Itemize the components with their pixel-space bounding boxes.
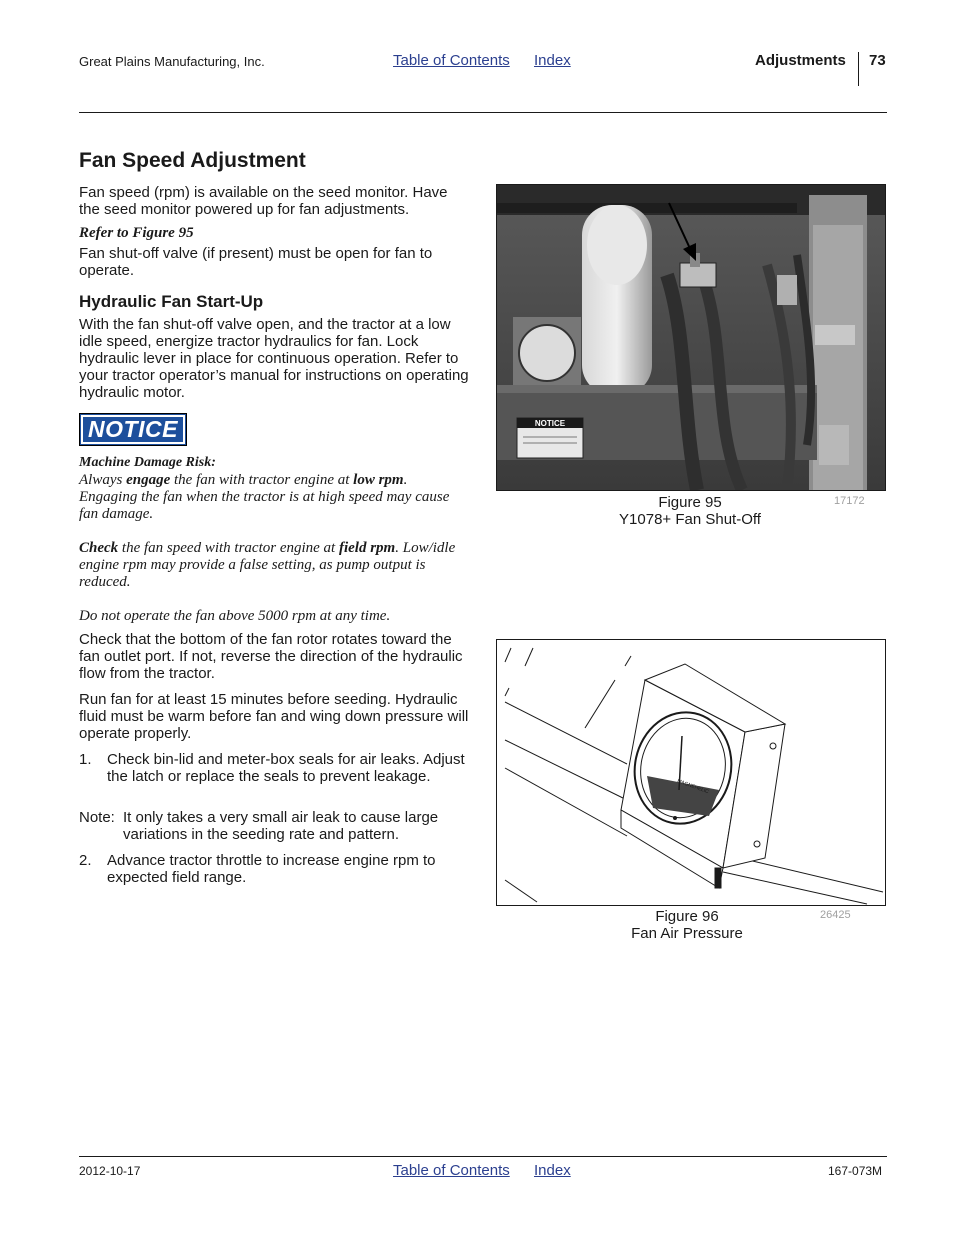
step-1: [79, 751, 469, 785]
notice-text: [79, 454, 469, 625]
page-title: Fan Speed Adjustment: [79, 149, 306, 172]
notice-paragraph-3: Do not operate the fan above 5000 rpm at any time.: [79, 608, 391, 624]
notice-badge: [79, 413, 187, 446]
figure-96-drawing: [496, 639, 886, 906]
footer-date: 2012-10-17: [79, 1164, 141, 1178]
intro-paragraph: Fan speed (rpm) is available on the seed monitor. Have the seed monitor powered up for fan adjustments.: [79, 184, 448, 218]
header-toc-link[interactable]: Table of Contents: [393, 52, 510, 69]
step-1-number: 1.: [79, 751, 92, 768]
figure-95-photo: [496, 184, 886, 491]
rotor-check-paragraph: Check that the bottom of the fan rotor rotates toward the fan outlet port. If not, reverse the direction of the hydraulic flow from the tractor.: [79, 631, 463, 682]
header-rule: [79, 112, 887, 113]
run-fan-paragraph: Run fan for at least 15 minutes before seeding. Hydraulic fluid must be warm before fan and wing down pressure will operate properly.: [79, 691, 469, 742]
figure-95-caption: Y1078+ Fan Shut-Off: [619, 511, 761, 528]
figure-95-number: 17172: [834, 495, 865, 507]
shutoff-paragraph: Fan shut-off valve (if present) must be open for fan to operate.: [79, 245, 433, 279]
figure-96-caption: Fan Air Pressure: [631, 925, 743, 942]
notice-label: NOTICE: [81, 415, 185, 444]
page-number: 73: [869, 52, 886, 69]
footer-doc-number: 167-073M: [828, 1164, 883, 1178]
note: [79, 809, 469, 843]
step-2-text: Advance tractor throttle to increase engine rpm to expected field range.: [107, 852, 436, 886]
fan-air-pressure-drawing: [497, 640, 885, 905]
step-2: [79, 852, 469, 886]
step-1-text: Check bin-lid and meter-box seals for air leaks. Adjust the latch or replace the seals to prevent leakage.: [107, 751, 465, 785]
figure-96-number: 26425: [820, 909, 851, 921]
footer-toc-link[interactable]: Table of Contents: [393, 1162, 510, 1179]
step-2-number: 2.: [79, 852, 92, 869]
startup-paragraph: With the fan shut-off valve open, and the tractor at a low idle speed, energize tractor hydraulics for fan. Lock hydraulic lever in place for continuous operation. Refer to your tractor operator’s manual for instructions on operating hydraulic motor.: [79, 316, 469, 401]
notice-paragraph-1: Always engage the fan with tractor engine at low rpm. Engaging the fan when the tractor is at high speed may cause fan damage.: [79, 472, 450, 522]
figure-95-label: Figure 95: [658, 494, 722, 511]
header-company: Great Plains Manufacturing, Inc.: [79, 54, 265, 69]
footer-index-link[interactable]: Index: [534, 1162, 571, 1179]
header-index-link[interactable]: Index: [534, 52, 571, 69]
fan-shutoff-photo: [497, 185, 885, 490]
header-divider: [858, 52, 859, 86]
header-section-title: Adjustments: [755, 52, 846, 69]
gauge-brand-text: MAGNEHELIC: [676, 778, 710, 796]
note-text: It only takes a very small air leak to cause large variations in the seeding rate and pattern.: [123, 809, 439, 843]
notice-risk-title: Machine Damage Risk:: [79, 455, 216, 470]
footer-rule: [79, 1156, 887, 1157]
notice-paragraph-2: Check the fan speed with tractor engine at field rpm. Low/idle engine rpm may provide a false setting, as pump output is reduced.: [79, 540, 456, 590]
figure-reference: Refer to Figure 95: [79, 225, 194, 241]
section-subheading: Hydraulic Fan Start-Up: [79, 292, 264, 311]
sign-text: NOTICE: [534, 419, 566, 428]
note-label: Note:: [79, 809, 115, 826]
figure-96-label: Figure 96: [655, 908, 719, 925]
